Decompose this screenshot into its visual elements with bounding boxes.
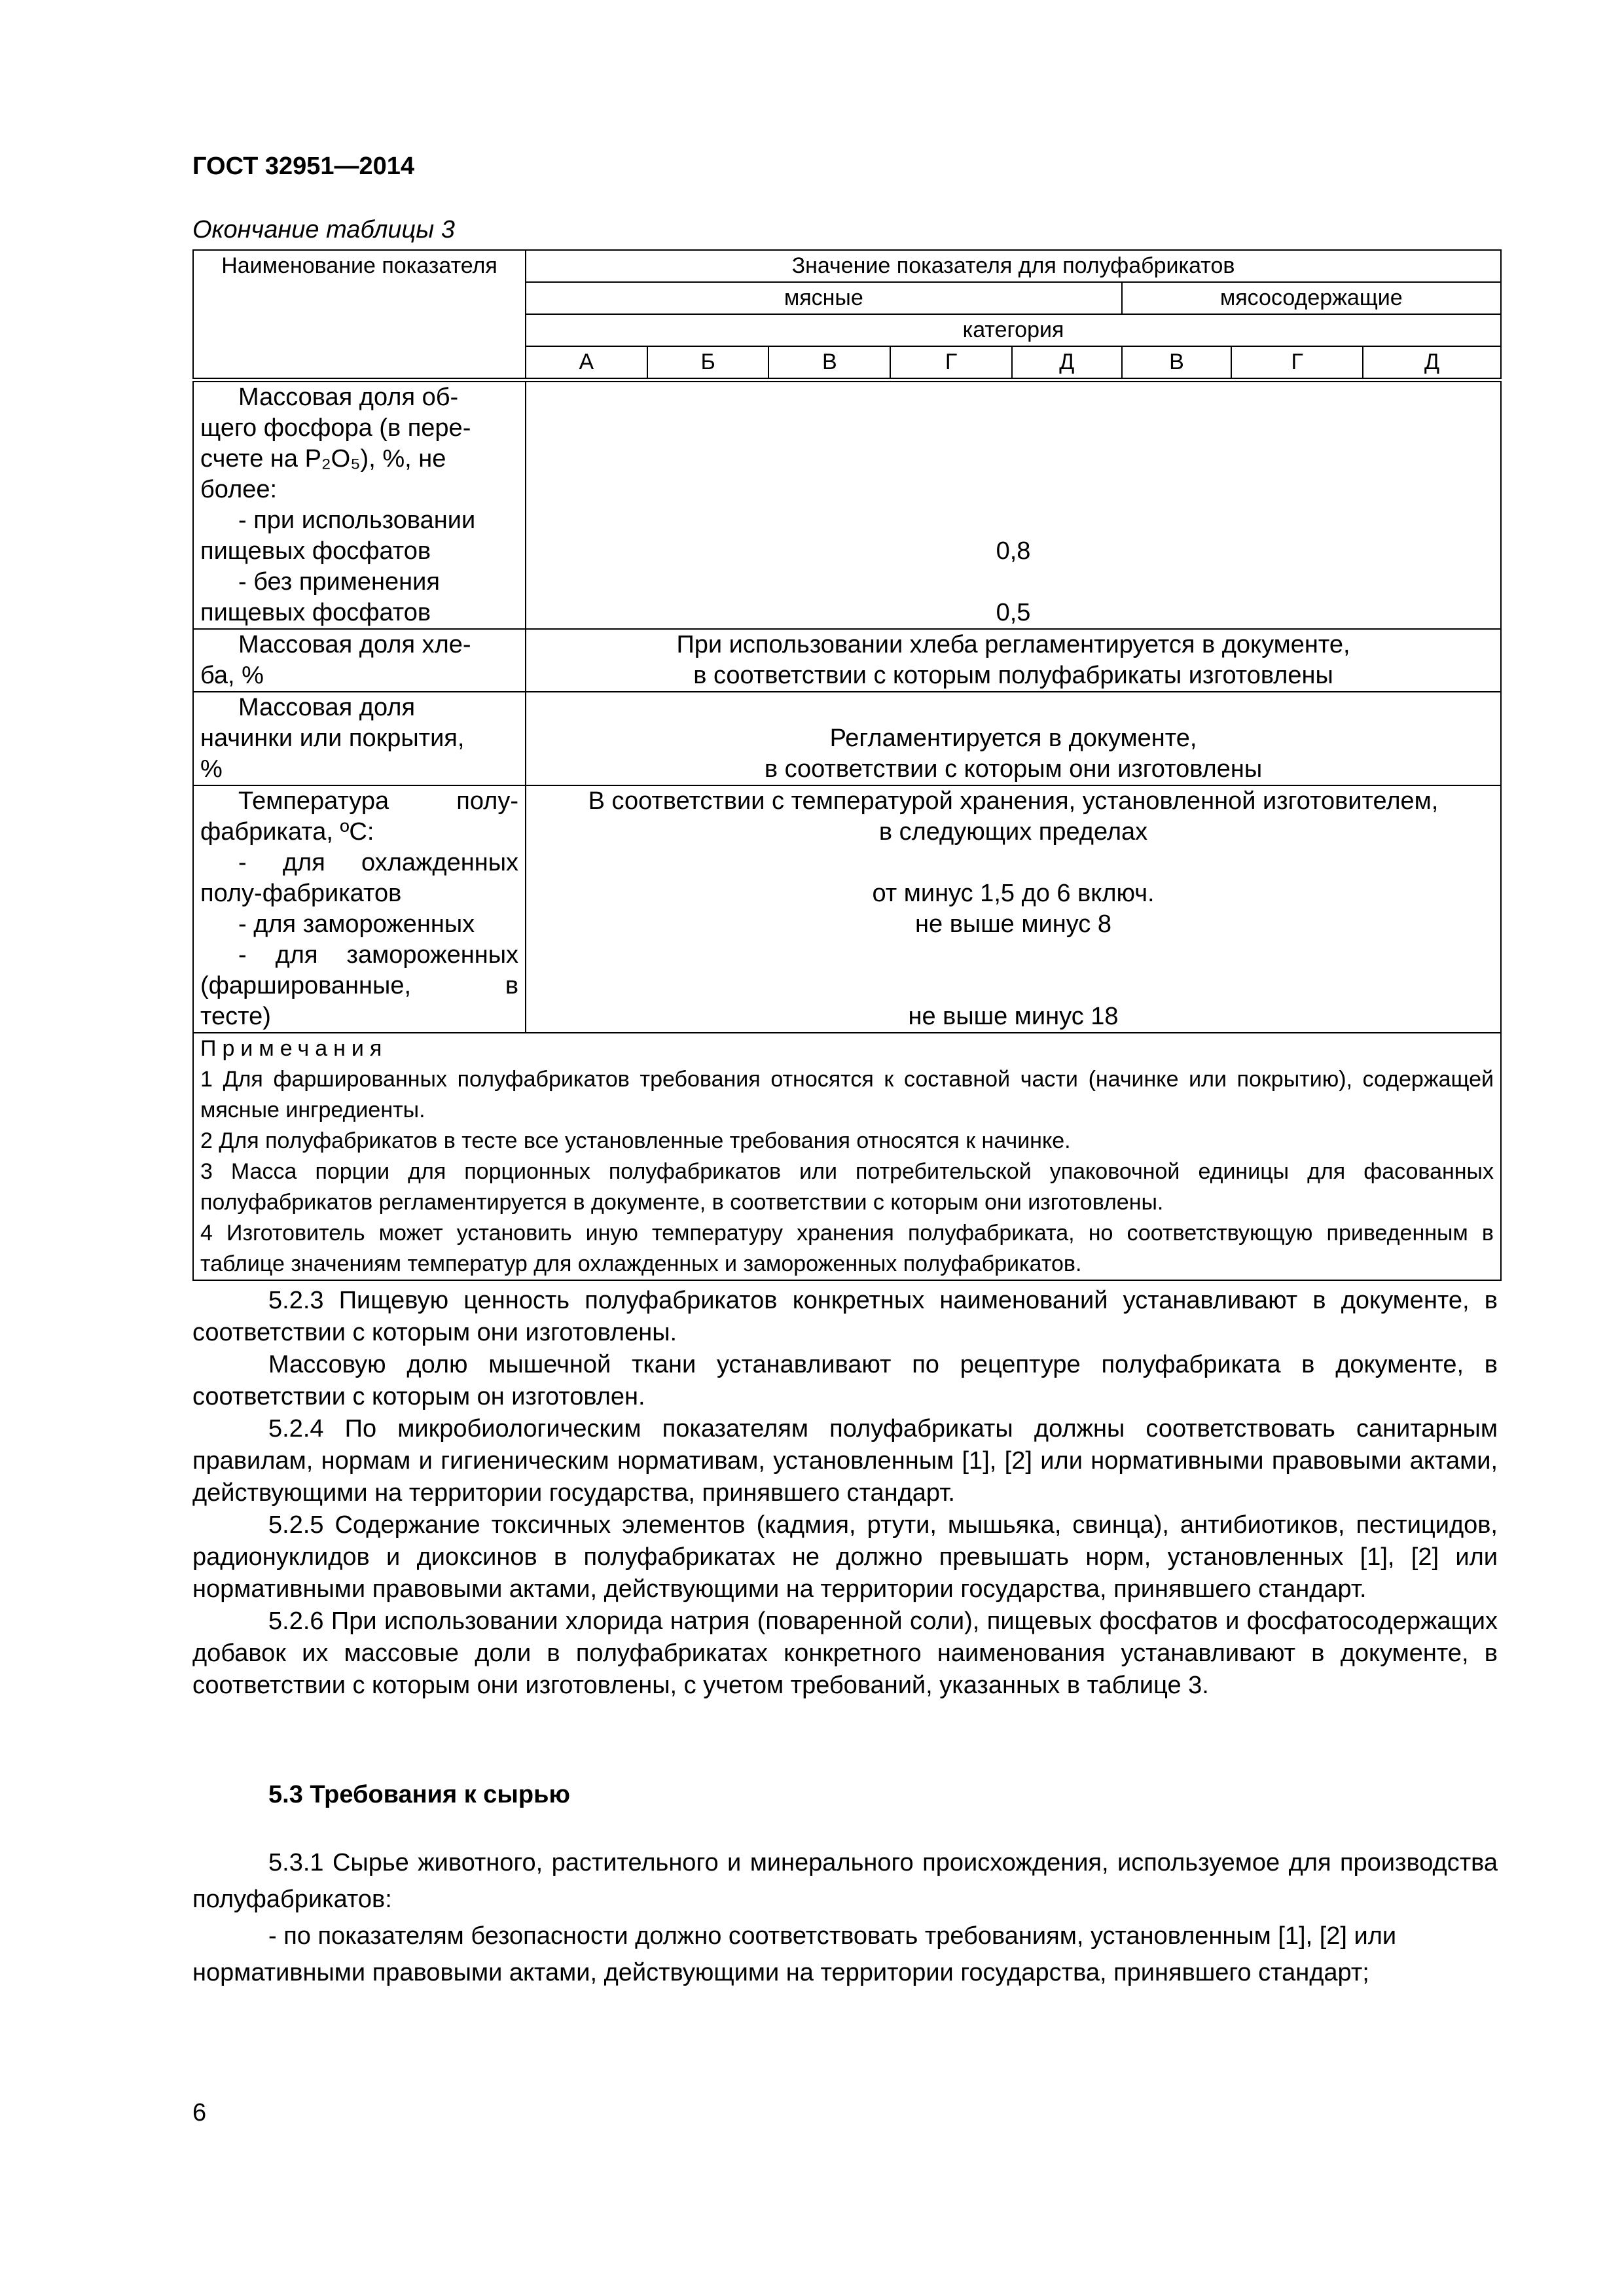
category-cell: В [1122, 346, 1232, 380]
indicator-value-filling: Регламентируется в документе, в соответствии с которым они изготовлены [526, 692, 1501, 785]
indicator-value-phosphorus: 0,8 0,5 [526, 380, 1501, 630]
requirements-table [192, 249, 1502, 1281]
category-cell: Г [1231, 346, 1363, 380]
body-text-b [192, 1844, 1498, 1991]
category-cell: А [526, 346, 647, 380]
category-cell: Г [890, 346, 1012, 380]
note-item: 3 Масса порции для порционных полуфабрикатов или потребительской упаковочной единицы для фасованных полуфабрикатов регламентируется в документе, в соответствии с которым они изготовлены. [200, 1159, 1494, 1215]
note-item: 4 Изготовитель может установить иную температуру хранения полуфабриката, но соответствующую приведенным в таблице значениям температур для охлажденных и замороженных полуфабрикатов. [200, 1221, 1494, 1276]
indicator-name-phosphorus: Массовая доля об- щего фосфора (в пере- счете на P₂O₅), %, не более: - при использовании пищевых фосфатов - без применения пищевых фосфатов [193, 380, 526, 630]
section-title: 5.3 Требования к сырью [268, 1781, 570, 1808]
table-row [193, 380, 1501, 630]
header-name-column: Наименование показателя [193, 250, 526, 380]
category-cell: В [768, 346, 890, 380]
note-item: 1 Для фаршированных полуфабрикатов требования относятся к составной части (начинке или покрытию), содержащей мясные ингредиенты. [200, 1067, 1494, 1122]
table-row [193, 785, 1501, 1033]
header-group-meat: мясные [526, 282, 1122, 314]
notes-title: Примечания [200, 1036, 388, 1061]
category-cell: Д [1012, 346, 1122, 380]
paragraph: 5.2.6 При использовании хлорида натрия (поваренной соли), пищевых фосфатов и фосфатосодержащих добавок их массовые доли в полуфабрикатах конкретного наименования устанавливают в документе, в соответствии с которым они изготовлены, с учетом требований, указанных в таблице 3. [192, 1607, 1498, 1699]
table-row [193, 629, 1501, 692]
paragraph: 5.3.1 Сырье животного, растительного и минерального происхождения, используемое для производства полуфабрикатов: [192, 1849, 1498, 1913]
page-number: 6 [192, 2099, 207, 2126]
paragraph: 5.2.3 Пищевую ценность полуфабрикатов конкретных наименований устанавливают в документе, в соответствии с которым они изготовлены. [192, 1287, 1498, 1346]
header-values-title: Значение показателя для полуфабрикатов [526, 250, 1501, 282]
indicator-value-temperature: В соответствии с температурой хранения, установленной изготовителем, в следующих пределах от минус 1,5 до 6 включ. не выше минус 8 не выше минус 18 [526, 785, 1501, 1033]
table-row [193, 692, 1501, 785]
paragraph: - по показателям безопасности должно соответствовать требованиям, установленным [1], [2] или нормативными правовыми актами, действующими на территории государства, принявшего стандарт; [192, 1922, 1397, 1986]
indicator-value-bread: При использовании хлеба регламентируется в документе, в соответствии с которым полуфабрикаты изготовлены [526, 629, 1501, 692]
indicator-name-temperature: Температура полу- фабриката, ºС: - для охлажденных полу-фабрикатов - для замороженных - для замороженных (фаршированные, в тесте) [193, 785, 526, 1033]
indicator-name-bread: Массовая доля хле- ба, % [193, 629, 526, 692]
category-cell: Д [1363, 346, 1501, 380]
header-group-meat-containing: мясосодержащие [1122, 282, 1501, 314]
header-category: категория [526, 314, 1501, 346]
note-item: 2 Для полуфабрикатов в тесте все установленные требования относятся к начинке. [200, 1128, 1071, 1153]
table-notes [193, 1033, 1501, 1280]
body-text-a [192, 1285, 1498, 1702]
indicator-name-filling: Массовая доля начинки или покрытия, % [193, 692, 526, 785]
paragraph: 5.2.4 По микробиологическим показателям полуфабрикаты должны соответствовать санитарным правилам, нормам и гигиеническим нормативам, установленным [1], [2] или нормативными правовыми актами, действующими на территории государства, принявшего стандарт. [192, 1415, 1498, 1507]
document-standard-header: ГОСТ 32951—2014 [192, 152, 415, 180]
category-cell: Б [647, 346, 769, 380]
table-caption: Окончание таблицы 3 [192, 216, 455, 243]
paragraph: 5.2.5 Содержание токсичных элементов (кадмия, ртути, мышьяка, свинца), антибиотиков, пестицидов, радионуклидов и диоксинов в полуфабрикатах не должно превышать норм, установленных [1], [2] или нормативными правовыми актами, действующими на территории государства, принявшего стандарт. [192, 1511, 1498, 1603]
paragraph: Массовую долю мышечной ткани устанавливают по рецептуре полуфабриката в документе, в соответствии с которым он изготовлен. [192, 1351, 1498, 1410]
